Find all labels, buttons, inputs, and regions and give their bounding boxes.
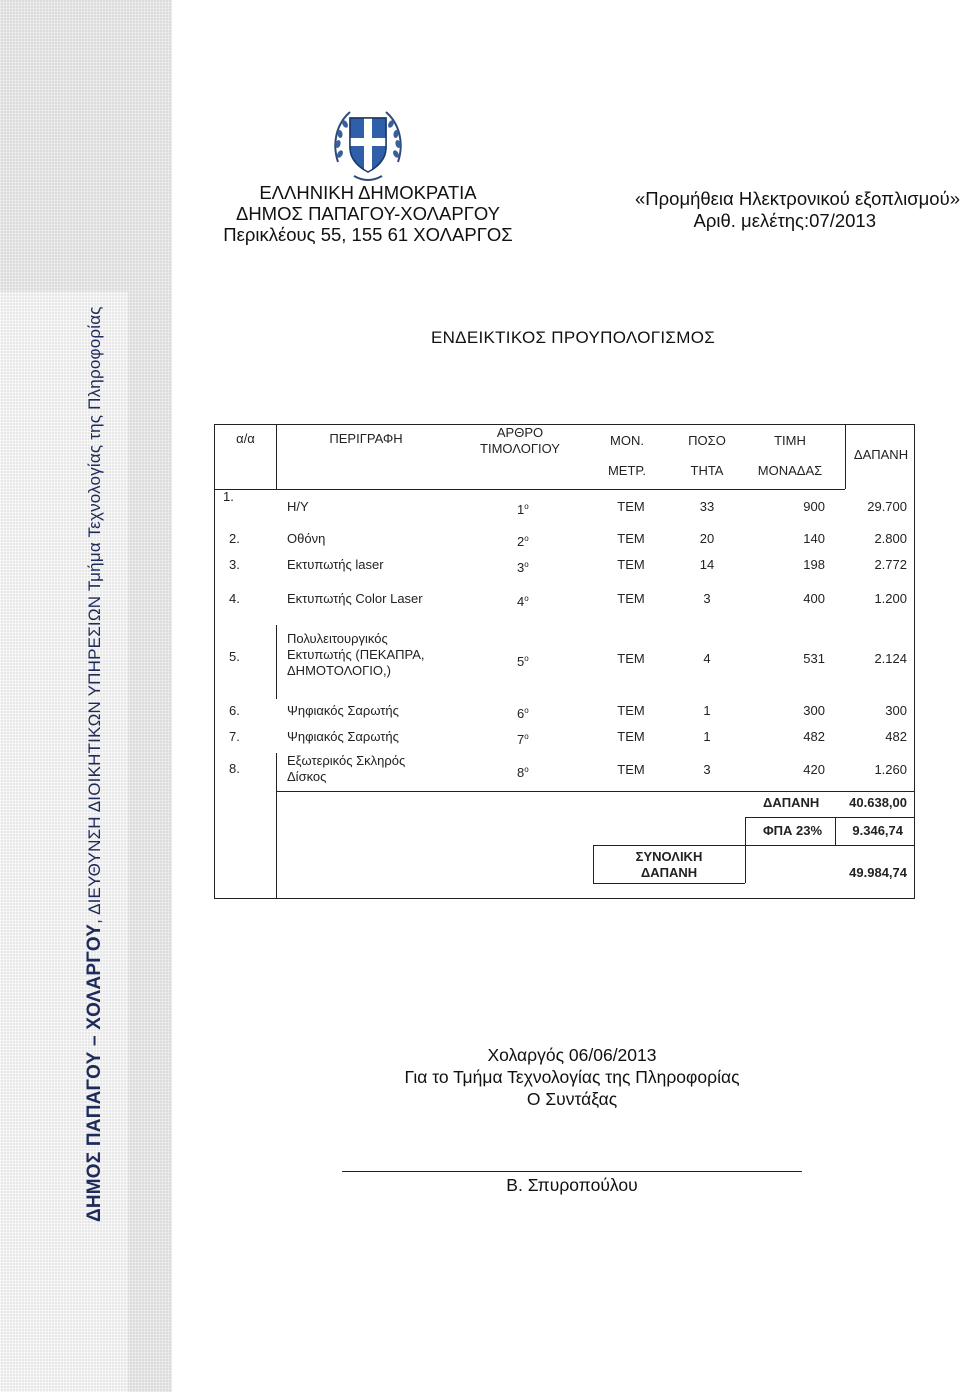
row-3-description: Εκτυπωτής laser (287, 557, 384, 572)
row-5-description (287, 631, 425, 679)
row-8-article: $8^o$ (517, 765, 529, 780)
signature-place-date: Χολαργός 06/06/2013 (487, 1045, 657, 1065)
vat-label: ΦΠΑ 23% (763, 823, 823, 838)
row-2-cost: 2.800 (874, 531, 907, 546)
row-3-qty: 14 (699, 557, 715, 572)
row-1-description: Η/Υ (287, 499, 309, 514)
row-5-cost: 2.124 (874, 651, 907, 666)
row-3-cost: 2.772 (874, 557, 907, 572)
header-right-block (580, 188, 960, 232)
header-price-1: ΤΙΜΗ (774, 433, 806, 448)
sidebar-inner-band (0, 292, 128, 1392)
row-1-article: $1^o$ (517, 502, 529, 517)
grand-total-label-line: ΣΥΝΟΛΙΚΗ (635, 849, 703, 864)
row-7-article: $7^o$ (517, 732, 529, 747)
signature-department: Για το Τμήμα Τεχνολογίας της Πληροφορίας (404, 1067, 740, 1087)
budget-table (214, 424, 915, 899)
row-8-description (287, 753, 405, 785)
row-5-unit: ΤΕΜ (617, 651, 645, 666)
row-4-description: Εκτυπωτής Color Laser (287, 591, 423, 606)
row-6-aa: 6. (229, 703, 240, 718)
sidebar-department: , ΔΙΕΥΘΥΝΣΗ ΔΙΟΙΚΗΤΙΚΩΝ ΥΠΗΡΕΣΙΩΝ Τμήμα Τεχνολογίας της Πληροφορίας (85, 306, 104, 924)
sidebar-vertical-text (84, 306, 106, 1222)
header-qty-1: ΠΟΣΟ (688, 433, 726, 448)
row5-left-divider (276, 625, 277, 699)
row-7-aa: 7. (229, 729, 240, 744)
row-5-aa: 5. (229, 649, 240, 664)
row-8-qty: 3 (703, 762, 711, 777)
header-article-1: ΑΡΘΡΟ (496, 425, 544, 440)
row-5-article: $5^o$ (517, 654, 529, 669)
signature-line (342, 1171, 802, 1172)
row-1-price: 900 (803, 499, 825, 514)
header-article-2: ΤΙΜΟΛΟΓΙΟΥ (480, 441, 560, 456)
row-8-cost: 1.260 (874, 762, 907, 777)
row-7-unit: ΤΕΜ (617, 729, 645, 744)
header-unit-1: ΜΟΝ. (610, 433, 644, 448)
row-3-unit: ΤΕΜ (617, 557, 645, 572)
subtotal-divider (745, 817, 915, 818)
greek-emblem-icon (330, 104, 406, 184)
signature-role: Ο Συντάξας (526, 1089, 618, 1109)
row-6-description: Ψηφιακός Σαρωτής (287, 703, 399, 718)
row-2-aa: 2. (229, 531, 240, 546)
row-6-article: $6^o$ (517, 706, 529, 721)
row-4-aa: 4. (229, 591, 240, 606)
row-6-qty: 1 (703, 703, 711, 718)
signer-name: Β. Σπυροπούλου (506, 1175, 638, 1195)
row-7-qty: 1 (703, 729, 711, 744)
header-municipality: ΔΗΜΟΣ ΠΑΠΑΓΟΥ-ΧΟΛΑΡΓΟΥ (235, 203, 501, 224)
grand-total-top (593, 845, 745, 846)
totals-top-divider (276, 791, 915, 792)
row-1-aa: 1. (223, 489, 234, 504)
row-6-price: 300 (803, 703, 825, 718)
subtotal-label: ΔΑΠΑΝΗ (763, 795, 820, 810)
header-qty-2: ΤΗΤΑ (690, 463, 724, 478)
row-2-description: Οθόνη (287, 531, 326, 546)
row-6-unit: ΤΕΜ (617, 703, 645, 718)
signature-block (380, 1044, 764, 1110)
row-5-description-line: Πολυλειτουργικός (287, 631, 388, 646)
header-address: Περικλέους 55, 155 61 ΧΟΛΑΡΓΟΣ (223, 224, 513, 245)
header-left-block (200, 182, 536, 245)
row-1-cost: 29.700 (867, 499, 907, 514)
row-1-unit: ΤΕΜ (617, 499, 645, 514)
totals-left-divider (276, 791, 277, 899)
row-6-cost: 300 (885, 703, 907, 718)
row-2-price: 140 (803, 531, 825, 546)
grand-total-bottom (593, 883, 745, 884)
header-aa: α/α (236, 431, 255, 446)
row-1-qty: 33 (699, 499, 715, 514)
grand-total-label-line: ΔΑΠΑΝΗ (640, 865, 698, 880)
row-3-article: $3^o$ (517, 560, 529, 575)
header-project-title: «Προμήθεια Ηλεκτρονικού εξοπλισμού» (634, 188, 960, 209)
header-description: ΠΕΡΙΓΡΑΦΗ (329, 431, 403, 446)
row-4-cost: 1.200 (874, 591, 907, 606)
row-4-article: $4^o$ (517, 594, 529, 609)
vat-value: 9.346,74 (852, 823, 903, 838)
row-2-article: $2^o$ (517, 534, 529, 549)
grand-total-label (593, 849, 745, 881)
header-republic: ΕΛΛΗΝΙΚΗ ΔΗΜΟΚΡΑΤΙΑ (259, 182, 477, 203)
subtotal-value: 40.638,00 (849, 795, 907, 810)
row-4-unit: ΤΕΜ (617, 591, 645, 606)
grand-total-value: 49.984,74 (849, 865, 907, 880)
header-price-2: ΜΟΝΑΔΑΣ (757, 463, 823, 478)
sidebar-municipality: ΔΗΜΟΣ ΠΑΠΑΓΟΥ – ΧΟΛΑΡΓΟΥ (84, 923, 105, 1222)
row-7-price: 482 (803, 729, 825, 744)
row-5-price: 531 (803, 651, 825, 666)
row-5-qty: 4 (703, 651, 711, 666)
header-divider (215, 489, 845, 490)
header-study-number: Αριθ. μελέτης:07/2013 (693, 210, 876, 231)
row-8-unit: ΤΕΜ (617, 762, 645, 777)
header-cost: ΔΑΠΑΝΗ (853, 447, 909, 462)
row8-left-divider (276, 753, 277, 791)
row-7-cost: 482 (885, 729, 907, 744)
row-2-qty: 20 (699, 531, 715, 546)
row-8-aa: 8. (229, 761, 240, 776)
row-8-description-line: Εξωτερικός Σκληρός (287, 753, 406, 768)
row-5-description-line: ΔΗΜΟΤΟΛΟΓΙΟ,) (287, 663, 391, 678)
vat-divider (745, 845, 915, 846)
row-5-description-line: Εκτυπωτής (ΠΕΚΑΠΡΑ, (287, 647, 425, 662)
row-8-description-line: Δίσκος (287, 769, 327, 784)
page-title: ΕΝΔΕΙΚΤΙΚΟΣ ΠΡΟΥΠΟΛΟΓΙΣΜΟΣ (430, 328, 716, 347)
row-7-description: Ψηφιακός Σαρωτής (287, 729, 399, 744)
row-8-price: 420 (803, 762, 825, 777)
row-4-qty: 3 (703, 591, 711, 606)
row-4-price: 400 (803, 591, 825, 606)
header-unit-2: ΜΕΤΡ. (607, 463, 647, 478)
row-2-unit: ΤΕΜ (617, 531, 645, 546)
row-3-price: 198 (803, 557, 825, 572)
row-3-aa: 3. (229, 557, 240, 572)
totals-label-divider (745, 817, 746, 883)
